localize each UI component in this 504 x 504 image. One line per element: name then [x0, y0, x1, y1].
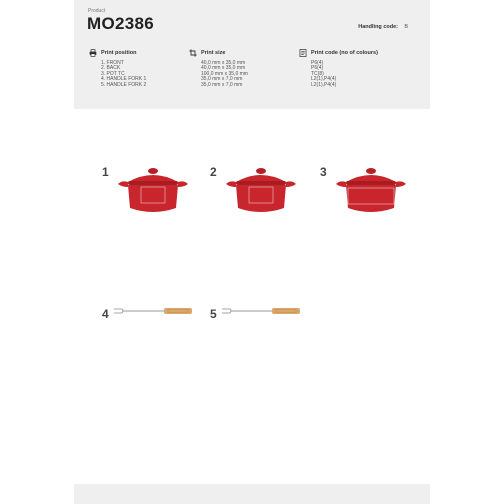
figure-number-1: 1 — [102, 165, 109, 179]
list-item: L2(1),P4(4) — [311, 76, 337, 83]
pot-back-image — [220, 162, 302, 218]
product-code: MO2386 — [87, 14, 155, 33]
product-label: Product — [88, 8, 106, 14]
figure-number-4: 4 — [102, 307, 109, 321]
list-item: 5. HANDLE FORK 2 — [101, 81, 147, 88]
figure-number-5: 5 — [210, 307, 217, 321]
pot-front-image — [112, 162, 194, 218]
fork-handle-2-image — [220, 304, 302, 318]
product-sheet — [74, 0, 430, 504]
list-item: 40,0 mm x 35,0 mm — [201, 65, 246, 72]
crop-icon — [189, 49, 197, 57]
document-icon — [299, 49, 307, 57]
print-code-title: Print code (no of colours) — [311, 49, 378, 56]
list-item: TC(8) — [311, 70, 324, 77]
list-item: 2. BACK — [101, 65, 121, 72]
handling-code-value: B — [404, 24, 408, 30]
list-item: P6(4) — [311, 60, 324, 66]
list-item: P6(4) — [311, 65, 324, 72]
footer-bar — [74, 484, 430, 504]
print-position-column — [89, 48, 146, 88]
list-item: 35,0 mm x 7,0 mm — [201, 81, 243, 88]
list-item: 100,0 mm x 35,0 mm — [201, 70, 248, 77]
header — [74, 0, 430, 109]
figure-number-3: 3 — [320, 165, 327, 179]
pot-tc-image — [330, 162, 412, 218]
print-code-column — [299, 48, 378, 88]
print-size-column — [189, 48, 248, 88]
list-item: L2(1),P4(4) — [311, 81, 337, 88]
handling-code-label: Handling code: — [358, 24, 398, 30]
list-item: 35,0 mm x 7,0 mm — [201, 76, 243, 83]
list-item: 3. POT TC — [101, 70, 125, 77]
list-item: 4. HANDLE FORK 1 — [101, 76, 147, 83]
print-position-title: Print position — [101, 49, 137, 56]
list-item: 1. FRONT — [101, 60, 124, 66]
list-item: 40,0 mm x 35,0 mm — [201, 60, 246, 66]
print-size-title: Print size — [201, 49, 226, 56]
fork-handle-1-image — [112, 304, 194, 318]
printer-icon — [89, 49, 97, 57]
figure-number-2: 2 — [210, 165, 217, 179]
